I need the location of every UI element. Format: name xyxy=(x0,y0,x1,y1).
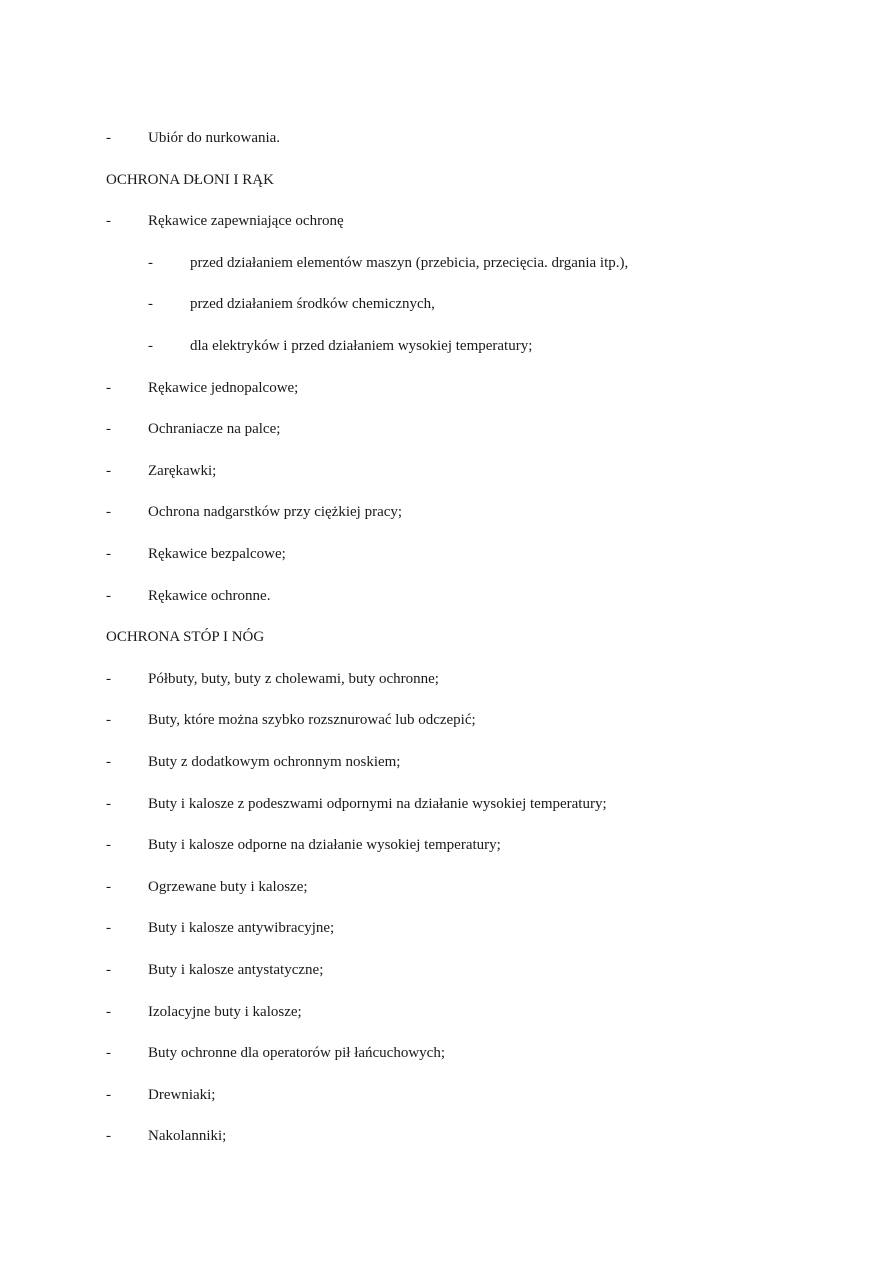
list-item xyxy=(0,378,893,420)
list-item-text: Buty ochronne dla operatorów pił łańcuchowych; xyxy=(148,1045,445,1062)
list-item xyxy=(0,1002,893,1044)
list-item xyxy=(0,211,893,253)
list-item xyxy=(0,128,893,170)
list-item-text: Ubiór do nurkowania. xyxy=(148,130,281,146)
list-bullet: - xyxy=(106,795,111,812)
list-item xyxy=(0,502,893,544)
list-bullet: - xyxy=(106,754,111,770)
list-bullet: - xyxy=(106,504,111,521)
list-item-text: Drewniaki; xyxy=(148,1086,216,1103)
list-item xyxy=(0,1085,893,1127)
list-item xyxy=(0,877,893,919)
list-item-text: Buty i kalosze z podeszwami odpornymi na działanie wysokiej temperatury; xyxy=(148,795,607,812)
list-item xyxy=(0,1126,893,1168)
list-item-text: przed działaniem elementów maszyn (przebicia, przecięcia. drgania itp.), xyxy=(190,254,629,271)
list-item xyxy=(0,586,893,628)
list-item-text: Ochrona nadgarstków przy ciężkiej pracy; xyxy=(148,504,403,521)
list-bullet: - xyxy=(106,1128,111,1145)
list-item xyxy=(0,1043,893,1085)
sub-list-item xyxy=(0,294,893,336)
list-item-text: Rękawice bezpalcowe; xyxy=(148,546,286,562)
list-item-text: Rękawice jednopalcowe; xyxy=(148,379,299,396)
list-item xyxy=(0,752,893,794)
list-item-text: Buty i kalosze odporne na działanie wysokiej temperatury; xyxy=(148,837,501,854)
sub-list-item xyxy=(0,336,893,378)
list-bullet: - xyxy=(106,878,111,895)
section-heading xyxy=(0,170,893,212)
list-item-text: Buty z dodatkowym ochronnym noskiem; xyxy=(148,754,401,770)
list-item-text: Półbuty, buty, buty z cholewami, buty ochronne; xyxy=(148,670,439,687)
list-item-text: Rękawice ochronne. xyxy=(148,587,271,604)
list-item xyxy=(0,669,893,711)
list-item-text: Izolacyjne buty i kalosze; xyxy=(148,1003,302,1020)
list-bullet: - xyxy=(106,1045,111,1062)
list-bullet: - xyxy=(106,546,111,562)
list-bullet: - xyxy=(106,1086,111,1103)
list-item-text: Buty i kalosze antywibracyjne; xyxy=(148,920,335,937)
list-bullet: - xyxy=(148,296,153,313)
section-heading-text: OCHRONA DŁONI I RĄK xyxy=(106,171,274,188)
list-bullet: - xyxy=(106,587,111,604)
list-bullet: - xyxy=(106,462,111,479)
list-item xyxy=(0,794,893,836)
list-item xyxy=(0,461,893,503)
list-item xyxy=(0,918,893,960)
list-bullet: - xyxy=(106,920,111,937)
section-heading xyxy=(0,627,893,669)
sub-list-item xyxy=(0,253,893,295)
list-bullet: - xyxy=(148,254,153,271)
list-item-text: Buty i kalosze antystatyczne; xyxy=(148,962,324,978)
list-item-text: Ogrzewane buty i kalosze; xyxy=(148,878,308,895)
list-bullet: - xyxy=(106,130,111,146)
list-bullet: - xyxy=(106,379,111,396)
list-bullet: - xyxy=(106,213,111,230)
list-bullet: - xyxy=(106,962,111,978)
list-bullet: - xyxy=(106,837,111,854)
list-bullet: - xyxy=(106,1003,111,1020)
list-item-text: Rękawice zapewniające ochronę xyxy=(148,213,344,230)
list-item xyxy=(0,544,893,586)
list-bullet: - xyxy=(106,712,111,729)
list-item-text: Nakolanniki; xyxy=(148,1128,227,1145)
list-item xyxy=(0,960,893,1002)
list-item-text: przed działaniem środków chemicznych, xyxy=(190,296,435,313)
list-bullet: - xyxy=(106,670,111,687)
list-item-text: dla elektryków i przed działaniem wysokiej temperatury; xyxy=(190,338,533,354)
section-heading-text: OCHRONA STÓP I NÓG xyxy=(106,629,265,646)
list-bullet: - xyxy=(106,421,111,438)
list-item-text: Ochraniacze na palce; xyxy=(148,421,281,438)
list-item-text: Zarękawki; xyxy=(148,462,217,479)
list-item xyxy=(0,835,893,877)
list-item xyxy=(0,710,893,752)
list-item-text: Buty, które można szybko rozsznurować lub odczepić; xyxy=(148,712,476,729)
list-bullet: - xyxy=(148,338,153,354)
list-item xyxy=(0,419,893,461)
